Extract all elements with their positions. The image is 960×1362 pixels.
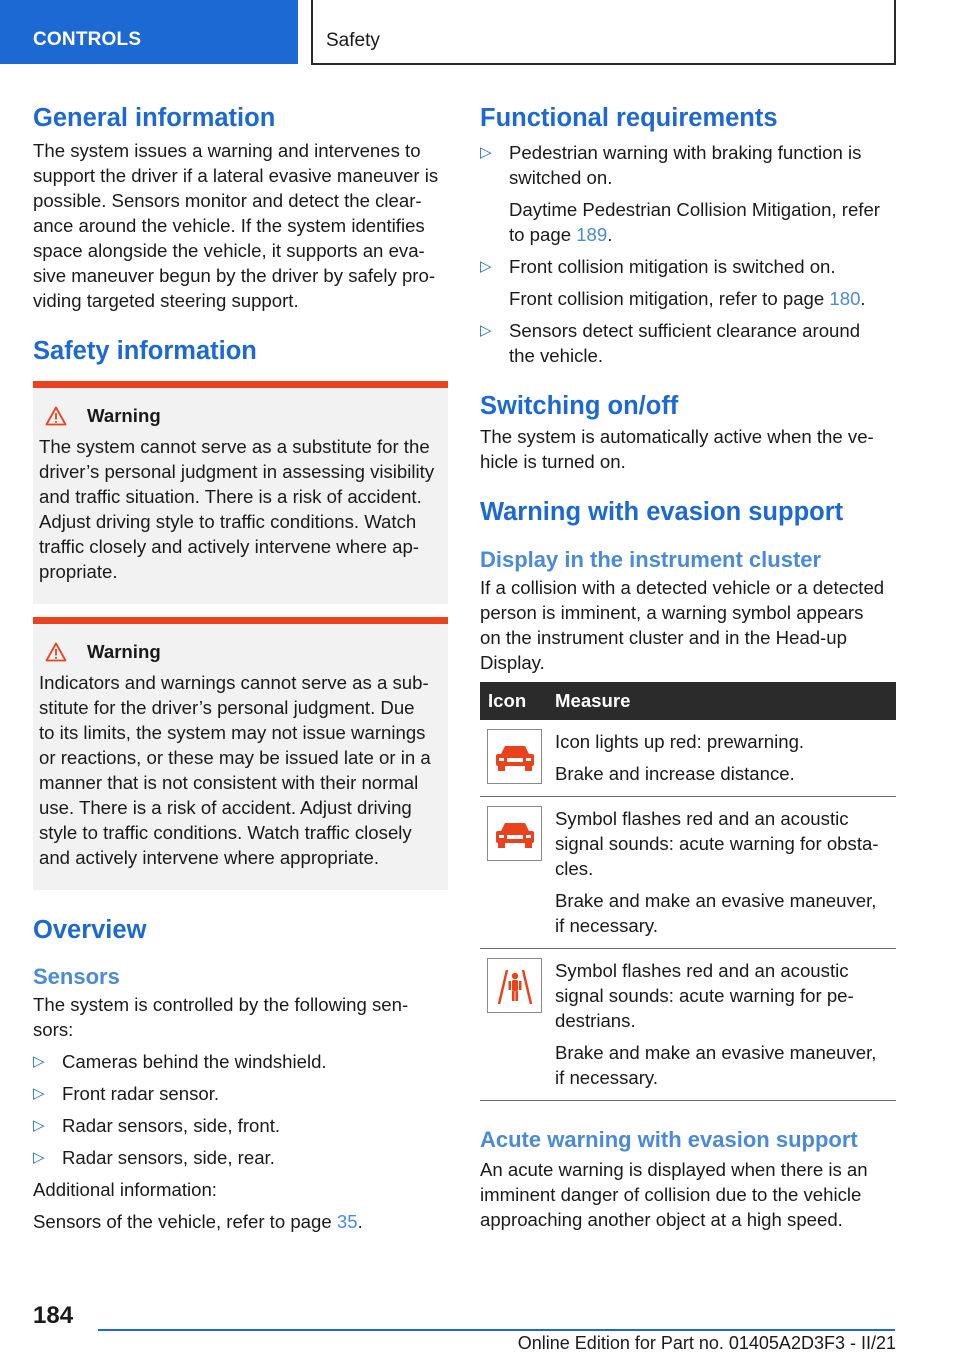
sensors-list bbox=[33, 1049, 448, 1170]
functional-requirements-list bbox=[480, 140, 896, 368]
page-link[interactable]: 180 bbox=[829, 288, 861, 309]
list-item: ▷ Front radar sensor. bbox=[33, 1083, 220, 1104]
overview-heading: Overview bbox=[33, 916, 147, 944]
left-column bbox=[33, 100, 448, 1234]
list-item: ▷ Cameras behind the windshield. bbox=[33, 1051, 327, 1072]
measure-action: Brake and make an evasive maneuver, if necessary. bbox=[555, 1042, 877, 1088]
car-warning-icon bbox=[487, 806, 542, 861]
bullet-triangle-icon: ▷ bbox=[480, 144, 492, 161]
additional-information-label: Additional information: bbox=[33, 1179, 217, 1200]
list-item: ▷ Radar sensors, side, front. bbox=[33, 1115, 281, 1136]
table-row bbox=[480, 797, 896, 949]
bullet-triangle-icon: ▷ bbox=[33, 1149, 45, 1166]
warning-triangle-icon bbox=[45, 642, 67, 662]
footer-divider bbox=[98, 1329, 895, 1331]
warning-title bbox=[39, 404, 440, 428]
warning-text: Indicators and warnings cannot serve as a sub- stitute for the driver’s personal judgment. Due to its limits, the system may not issue warnings or reactions, or these may be issued late or in a manner that is not consistent with their normal use. There is a risk of accident. Adjust driving style to traffic conditions. Watch traffic closely and actively intervene where appropriate. bbox=[39, 672, 431, 868]
table-row bbox=[480, 720, 896, 797]
sensors-intro: The system is controlled by the following sen- sors: bbox=[33, 994, 409, 1040]
functional-requirements-heading: Functional requirements bbox=[480, 104, 778, 132]
sensors-reference: Sensors of the vehicle, refer to page 35. bbox=[33, 1211, 363, 1232]
pedestrian-warning-icon bbox=[487, 958, 542, 1013]
display-heading: Display in the instrument cluster bbox=[480, 547, 822, 572]
display-text: If a collision with a detected vehicle or a detected person is imminent, a warning symbol appears on the instrument cluster and in the Head-up Display. bbox=[480, 577, 885, 673]
list-item: ▷ Sensors detect sufficient clearance around the vehicle. bbox=[480, 320, 861, 366]
warning-evasion-heading: Warning with evasion support bbox=[480, 498, 844, 526]
bullet-triangle-icon: ▷ bbox=[33, 1053, 45, 1070]
safety-information-heading: Safety information bbox=[33, 337, 257, 365]
sensors-heading: Sensors bbox=[33, 964, 120, 989]
switching-heading: Switching on/off bbox=[480, 392, 679, 420]
warning-title bbox=[39, 640, 440, 664]
bullet-triangle-icon: ▷ bbox=[33, 1085, 45, 1102]
bullet-triangle-icon: ▷ bbox=[480, 258, 492, 275]
acute-warning-heading: Acute warning with evasion support bbox=[480, 1127, 858, 1152]
measure-action: Brake and increase distance. bbox=[555, 763, 795, 784]
acute-warning-text: An acute warning is displayed when there is an imminent danger of collision due to the vehicle approaching another object at a high speed. bbox=[480, 1159, 868, 1230]
page-number: 184 bbox=[33, 1302, 74, 1329]
measure-text: Symbol flashes red and an acoustic signal sounds: acute warning for obsta- cles. bbox=[555, 808, 879, 879]
topic-label: Safety bbox=[326, 30, 380, 51]
warning-box bbox=[33, 381, 448, 604]
column-header-measure: Measure bbox=[547, 682, 896, 720]
section-label: CONTROLS bbox=[33, 29, 142, 50]
warning-text: The system cannot serve as a substitute for the driver’s personal judgment in assessing visibility and traffic situation. There is a risk of accident. Adjust driving style to traffic conditions. Watch traffic closely and actively intervene where ap- propriate. bbox=[39, 436, 435, 582]
page-link[interactable]: 35 bbox=[336, 1211, 358, 1232]
measure-text: Symbol flashes red and an acoustic signal sounds: acute warning for pe- destrians. bbox=[555, 960, 854, 1031]
general-information-heading: General information bbox=[33, 104, 276, 132]
warning-title-text: Warning bbox=[87, 641, 161, 662]
topic-tab bbox=[311, 0, 896, 65]
general-information-text: The system issues a warning and intervenes to support the driver if a lateral evasive maneuver is possible. Sensors monitor and detect the clear- ance around the vehicle. If the system identifies space alongside the vehicle, it supports an eva- sive maneuver begun by the driver by safely pro- viding targeted steering support. bbox=[33, 140, 439, 311]
car-warning-icon bbox=[487, 729, 542, 784]
list-item: ▷ Radar sensors, side, rear. bbox=[33, 1147, 275, 1168]
table-row bbox=[480, 949, 896, 1101]
table-header-row bbox=[480, 682, 896, 720]
edition-text: Online Edition for Part no. 01405A2D3F3 - II/21 bbox=[517, 1333, 896, 1353]
bullet-triangle-icon: ▷ bbox=[480, 322, 492, 339]
list-item: ▷ Front collision mitigation is switched on. Front collision mitigation, refer to page 180. bbox=[480, 256, 866, 309]
warning-triangle-icon bbox=[45, 406, 67, 426]
column-header-icon: Icon bbox=[480, 682, 547, 720]
page-link[interactable]: 189 bbox=[576, 224, 608, 245]
section-tab bbox=[0, 0, 298, 64]
bullet-triangle-icon: ▷ bbox=[33, 1117, 45, 1134]
warning-box bbox=[33, 617, 448, 890]
measures-table bbox=[480, 682, 896, 1101]
measure-action: Brake and make an evasive maneuver, if necessary. bbox=[555, 890, 877, 936]
switching-text: The system is automatically active when the ve- hicle is turned on. bbox=[480, 426, 874, 472]
list-item: ▷ Pedestrian warning with braking function is switched on. Daytime Pedestrian Collision Mitigation, refer to page 189. bbox=[480, 142, 880, 245]
warning-title-text: Warning bbox=[87, 405, 161, 426]
right-column bbox=[480, 100, 896, 1232]
measure-text: Icon lights up red: prewarning. bbox=[555, 731, 805, 752]
